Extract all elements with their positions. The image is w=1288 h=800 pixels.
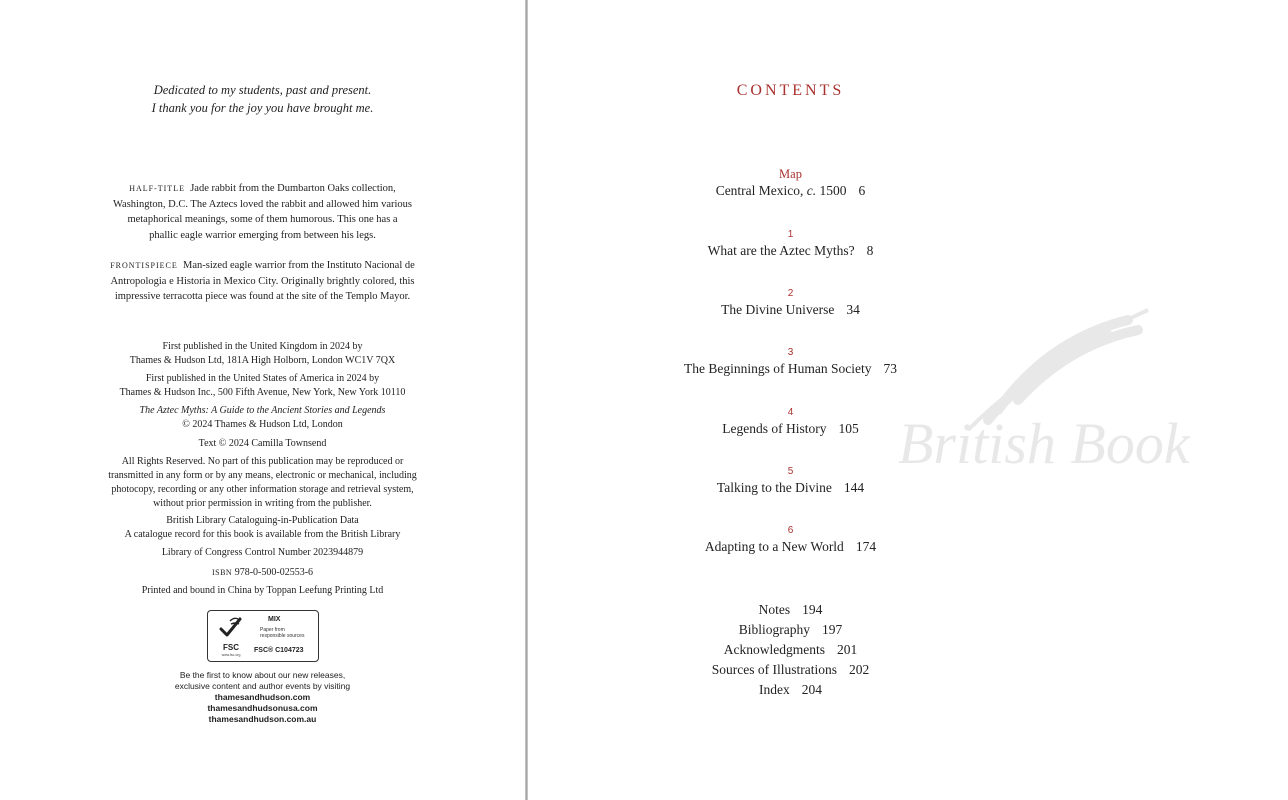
tree-check-icon: [218, 615, 244, 641]
toc-back-matter-entry[interactable]: [528, 660, 1053, 680]
chapter-number: 2: [787, 288, 794, 299]
chapter-number: 3: [787, 347, 794, 358]
entry-title: Index: [759, 682, 790, 697]
rights-line: All Rights Reserved. No part of this publication may be reproduced or: [121, 456, 404, 467]
toc-back-matter-entry[interactable]: [528, 680, 1053, 700]
toc-chapter-6[interactable]: [528, 524, 1053, 556]
chapter-title: Legends of History: [722, 421, 827, 436]
imprint-line: Thames & Hudson Inc., 500 Fifth Avenue, New York, New York 10110: [119, 387, 406, 398]
toc-page-number: 73: [883, 361, 897, 376]
rights-statement: [0, 455, 525, 511]
toc-back-matter: [528, 600, 1053, 700]
copyright-line: © 2024 Thames & Hudson Ltd, London: [182, 419, 343, 430]
imprint-line: Thames & Hudson Ltd, 181A High Holborn, London WC1V 7QX: [129, 355, 396, 366]
fsc-logo-text: FSC: [223, 643, 239, 652]
toc-title-italic: c.: [806, 183, 817, 198]
toc-chapter-4[interactable]: [528, 406, 1053, 438]
cip-line: A catalogue record for this book is available from the British Library: [124, 529, 401, 540]
page-title: CONTENTS: [736, 82, 845, 99]
book-copyright: [0, 404, 525, 432]
toc-back-matter-entry[interactable]: [528, 640, 1053, 660]
frontispiece-caption: [0, 258, 525, 305]
text-copyright-line: Text © 2024 Camilla Townsend: [198, 438, 327, 449]
copyright-page: [0, 0, 525, 800]
publisher-url[interactable]: thamesandhudson.com: [214, 692, 311, 702]
caption-line: impressive terracotta piece was found at the site of the Templo Mayor.: [114, 291, 411, 302]
chapter-number: 4: [787, 407, 794, 418]
caption-line: Washington, D.C. The Aztecs loved the rabbit and allowed him various: [112, 198, 413, 210]
toc-section-label: Map: [779, 167, 802, 181]
entry-title: Bibliography: [738, 622, 810, 637]
entry-title: Acknowledgments: [723, 642, 825, 657]
uk-publication-note: [0, 340, 525, 368]
watermark-text: British Book: [898, 411, 1190, 476]
chapter-title: What are the Aztec Myths?: [707, 243, 855, 258]
fsc-tree-logo-icon: [213, 615, 249, 657]
chapter-number: 5: [787, 466, 794, 477]
promo-line: Be the first to know about our new releases,: [179, 670, 346, 680]
frontispiece-label: FRONTISPIECE: [110, 261, 178, 270]
fsc-mix: MIX: [268, 616, 281, 623]
chapter-title: The Divine Universe: [721, 302, 835, 317]
chapter-number: 1: [787, 229, 794, 240]
dedication-line: Dedicated to my students, past and present.: [153, 83, 372, 97]
chapter-number: 6: [787, 525, 794, 536]
isbn-label: ISBN: [211, 568, 233, 577]
loc-number: [0, 546, 525, 560]
printer-note: [0, 584, 525, 598]
cip-line: British Library Cataloguing-in-Publication Data: [166, 515, 359, 526]
dedication: [0, 81, 525, 117]
toc-chapter-2[interactable]: [528, 287, 1053, 319]
toc-page-number: 204: [801, 682, 822, 697]
caption-line: Jade rabbit from the Dumbarton Oaks collection,: [190, 183, 396, 194]
caption-line: metaphorical meanings, some of them humorous. This one has a: [127, 214, 398, 225]
half-title-caption: [0, 181, 525, 243]
toc-page-number: 144: [843, 480, 865, 495]
toc-chapter-3[interactable]: [528, 346, 1053, 378]
toc-page-number: 201: [836, 642, 858, 657]
caption-line: phallic eagle warrior emerging from between his legs.: [149, 229, 376, 241]
toc-title-year: 1500: [816, 183, 847, 198]
isbn-value: 978-0-500-02553-6: [234, 567, 314, 578]
chapter-title: Adapting to a New World: [704, 539, 844, 554]
contents-page: [528, 0, 1190, 800]
fsc-paper-text: Paper from responsible sources: [260, 627, 305, 639]
entry-title: Notes: [758, 602, 791, 617]
fsc-certification-label: [207, 610, 319, 662]
toc-page-number: 8: [866, 243, 874, 258]
publisher-url[interactable]: thamesandhudson.com.au: [208, 714, 317, 724]
toc-back-matter-entry[interactable]: [528, 620, 1053, 640]
toc-chapter-1[interactable]: [528, 228, 1053, 260]
toc-page-number: 174: [855, 539, 877, 554]
entry-title: Sources of Illustrations: [711, 662, 837, 677]
toc-entry: [528, 182, 1053, 200]
caption-line: Man-sized eagle warrior from the Instituto Nacional de: [183, 260, 415, 271]
caption-line: Antropologia e Historia in Mexico City. Originally brightly colored, this: [110, 275, 415, 287]
chapter-title: Talking to the Divine: [716, 480, 832, 495]
isbn: [0, 566, 525, 580]
imprint-line: First published in the United Kingdom in 2024 by: [162, 341, 363, 352]
printer-line: Printed and bound in China by Toppan Leefung Printing Ltd: [141, 585, 384, 596]
toc-page-number: 197: [822, 622, 843, 637]
cip-data: [0, 514, 525, 542]
toc-page-number: 34: [846, 302, 860, 317]
book-title-italic: The Aztec Myths: A Guide to the Ancient Stories and Legends: [139, 405, 386, 416]
toc-page-number: 105: [838, 421, 859, 436]
half-title-label: HALF-TITLE: [129, 184, 185, 193]
rights-line: photocopy, recording or any other information storage and retrieval system,: [111, 484, 414, 495]
toc-map-entry[interactable]: [528, 166, 1053, 200]
fsc-code: FSC® C104723: [254, 647, 304, 654]
us-publication-note: [0, 372, 525, 400]
publisher-promo: [0, 670, 525, 725]
toc-page-number: 202: [848, 662, 870, 677]
publisher-url[interactable]: thamesandhudsonusa.com: [207, 703, 318, 713]
chapter-title: The Beginnings of Human Society: [684, 361, 872, 376]
toc-page-number: 194: [802, 602, 823, 617]
imprint-line: First published in the United States of America in 2024 by: [145, 373, 380, 384]
toc-title: Central Mexico,: [715, 183, 807, 198]
toc-chapter-5[interactable]: [528, 465, 1053, 497]
fsc-site: www.fsc.org: [221, 653, 241, 657]
promo-line: exclusive content and author events by visiting: [174, 681, 351, 691]
toc-back-matter-entry[interactable]: [528, 600, 1053, 620]
rights-line: without prior permission in writing from the publisher.: [153, 498, 372, 509]
rights-line: transmitted in any form or by any means, electronic or mechanical, including: [108, 470, 417, 481]
loc-line: Library of Congress Control Number 2023944879: [161, 547, 364, 558]
toc-page-number: 6: [858, 183, 866, 198]
text-copyright: [0, 437, 525, 451]
dedication-line: I thank you for the joy you have brought me.: [151, 101, 374, 115]
